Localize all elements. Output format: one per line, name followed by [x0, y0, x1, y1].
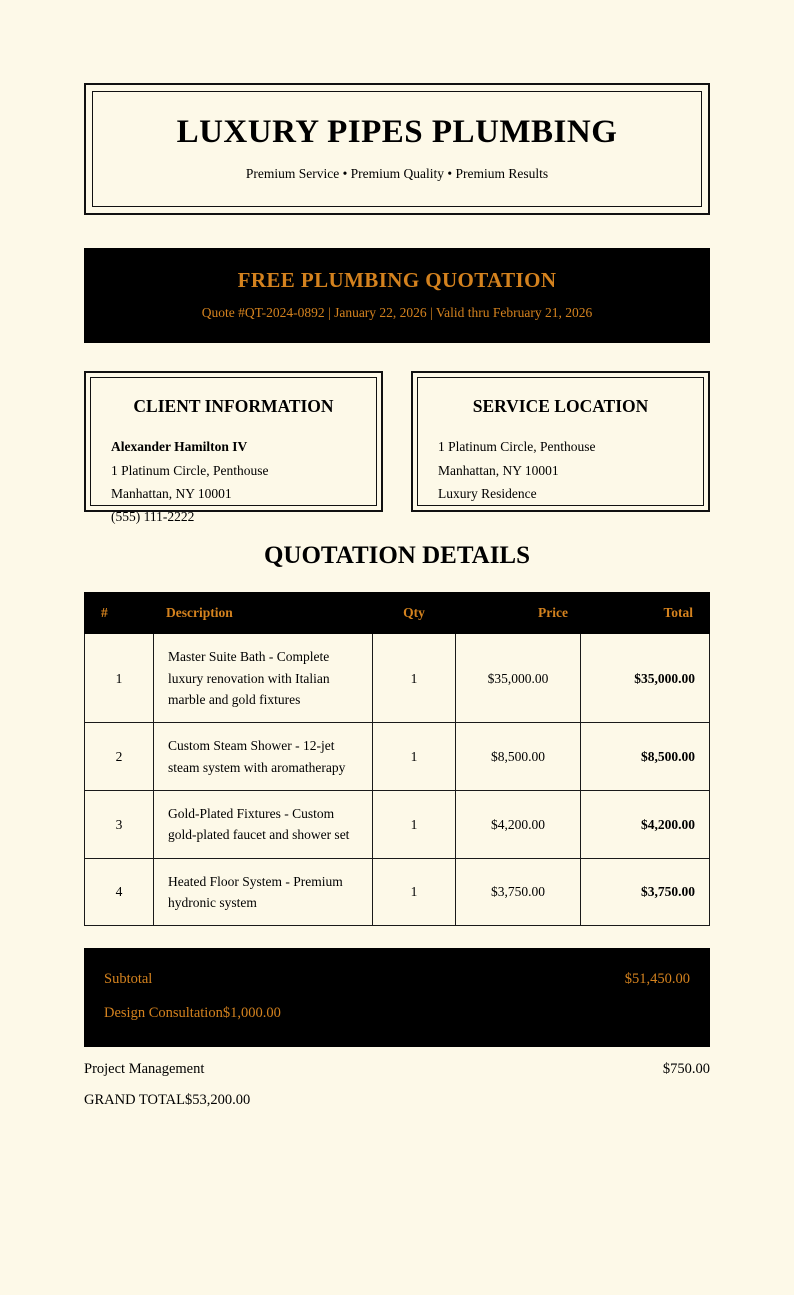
table-row	[85, 790, 710, 858]
grand-total-row	[84, 1078, 710, 1109]
grand-total-label: GRAND TOTAL	[84, 1092, 186, 1109]
row-total: $8,500.00	[581, 723, 710, 791]
row-number: 3	[85, 790, 154, 858]
row-qty: 1	[373, 858, 456, 926]
row-number: 1	[85, 634, 154, 723]
items-table-body	[85, 634, 710, 926]
subtotal-row	[104, 968, 690, 991]
column-header-price: Price	[456, 593, 581, 634]
row-price: $3,750.00	[456, 858, 581, 926]
row-description: Heated Floor System - Premium hydronic system	[154, 858, 373, 926]
quotation-items-table	[84, 592, 710, 926]
project-management-row	[84, 1047, 710, 1078]
company-header	[84, 83, 710, 215]
items-table-header-row	[85, 593, 710, 634]
project-management-label: Project Management	[84, 1061, 205, 1078]
column-header-description: Description	[154, 593, 373, 634]
column-header-total: Total	[581, 593, 710, 634]
client-phone: (555) 111-2222	[111, 508, 195, 524]
design-consultation-label: Design Consultation	[104, 1005, 223, 1022]
totals-panel	[84, 948, 710, 1047]
quote-banner	[84, 248, 710, 343]
row-price: $35,000.00	[456, 634, 581, 723]
quotation-details-title: QUOTATION DETAILS	[263, 542, 531, 570]
service-location-title: SERVICE LOCATION	[472, 396, 649, 417]
table-row	[85, 723, 710, 791]
row-total: $4,200.00	[581, 790, 710, 858]
design-consultation-row	[104, 991, 690, 1025]
client-information-box	[84, 371, 383, 524]
row-number: 2	[85, 723, 154, 791]
row-qty: 1	[373, 790, 456, 858]
row-price: $8,500.00	[456, 723, 581, 791]
info-row	[84, 371, 710, 524]
row-description: Gold-Plated Fixtures - Custom gold-plated faucet and shower set	[154, 790, 373, 858]
service-location-box	[411, 371, 710, 512]
items-table-head	[85, 593, 710, 634]
row-total: $35,000.00	[581, 634, 710, 723]
column-header-number: #	[85, 593, 154, 634]
company-tagline: Premium Service • Premium Quality • Premium Results	[245, 166, 549, 182]
document-body	[84, 83, 710, 1109]
row-total: $3,750.00	[581, 858, 710, 926]
company-name: LUXURY PIPES PLUMBING	[176, 114, 618, 150]
row-number: 4	[85, 858, 154, 926]
client-information-inner	[90, 377, 377, 524]
subtotal-value: $51,450.00	[624, 971, 690, 988]
service-address-line-1: 1 Platinum Circle, Penthouse	[438, 439, 596, 455]
design-consultation-value: $1,000.00	[222, 1005, 281, 1022]
client-address-line-2: Manhattan, NY 10001	[111, 485, 232, 501]
client-information-title: CLIENT INFORMATION	[133, 396, 334, 417]
table-row	[85, 858, 710, 926]
row-price: $4,200.00	[456, 790, 581, 858]
row-description: Custom Steam Shower - 12-jet steam system with aromatherapy	[154, 723, 373, 791]
service-location-type: Luxury Residence	[438, 485, 537, 501]
company-header-inner	[92, 91, 702, 207]
row-qty: 1	[373, 723, 456, 791]
service-location-inner	[417, 377, 704, 506]
table-row	[85, 634, 710, 723]
service-address-line-2: Manhattan, NY 10001	[438, 462, 559, 478]
row-qty: 1	[373, 634, 456, 723]
quote-title: FREE PLUMBING QUOTATION	[237, 268, 557, 293]
column-header-qty: Qty	[373, 593, 456, 634]
quote-meta: Quote #QT-2024-0892 | January 22, 2026 | Valid thru February 21, 2026	[201, 305, 593, 321]
subtotal-label: Subtotal	[104, 971, 153, 988]
client-name: Alexander Hamilton IV	[111, 439, 248, 455]
quotation-document	[0, 83, 794, 1295]
row-description: Master Suite Bath - Complete luxury renovation with Italian marble and gold fixtures	[154, 634, 373, 723]
project-management-value: $750.00	[662, 1061, 710, 1078]
grand-total-value: $53,200.00	[185, 1092, 251, 1109]
client-address-line-1: 1 Platinum Circle, Penthouse	[111, 462, 269, 478]
